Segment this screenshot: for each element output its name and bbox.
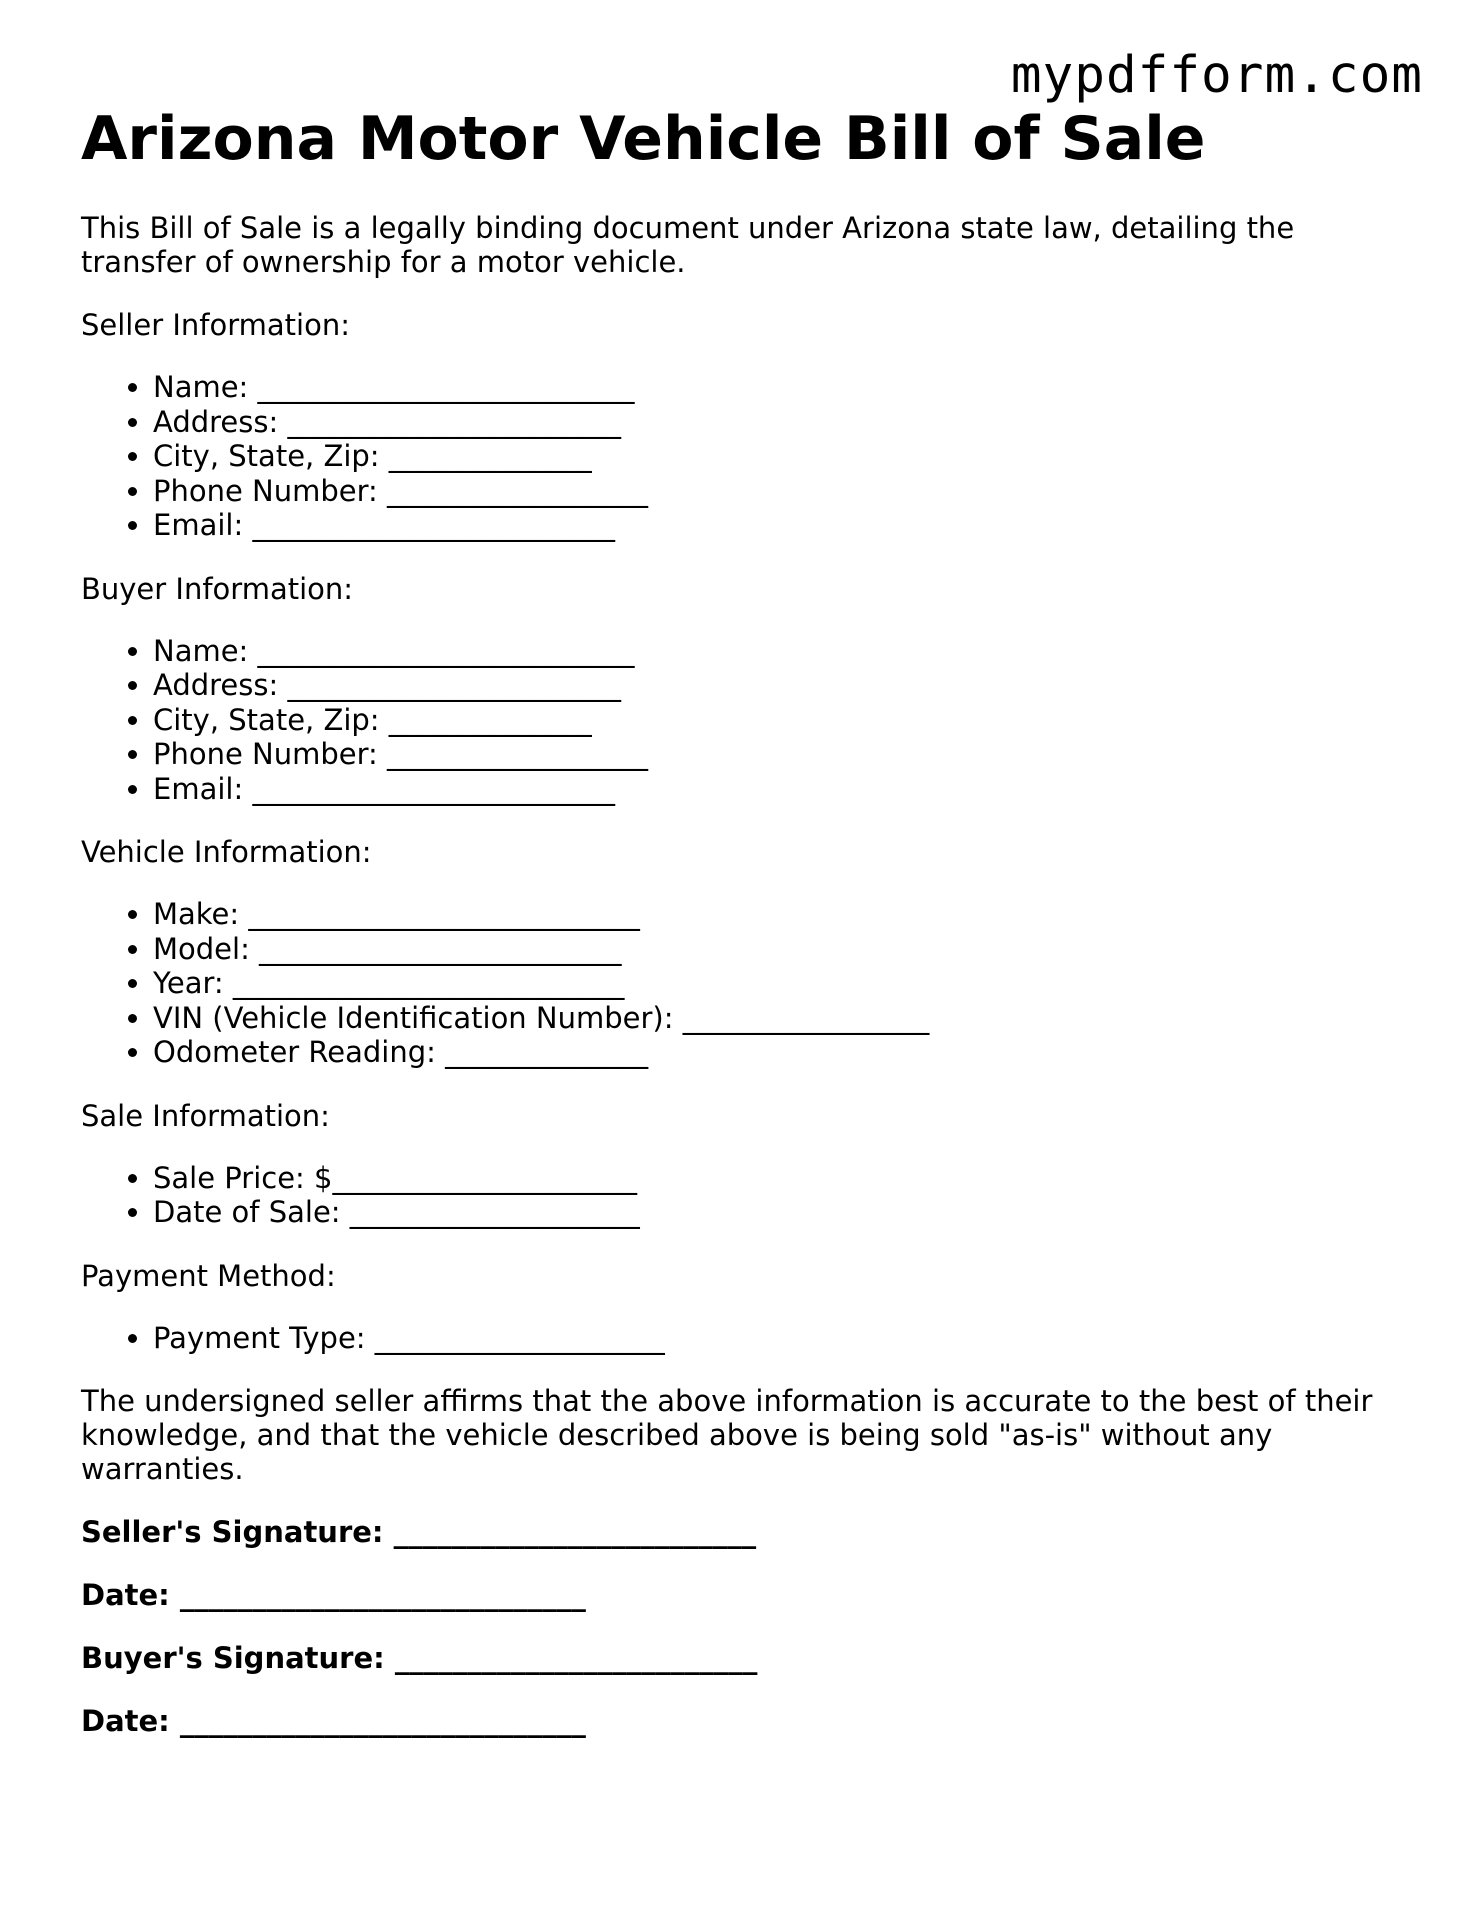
seller-date-field[interactable]: Date: ____________________________ (81, 1578, 586, 1612)
watermark-text: mypdfform.com (1010, 46, 1423, 105)
buyer-section-heading: Buyer Information: (81, 571, 354, 606)
seller-phone-field[interactable]: • Phone Number: __________________ (153, 474, 1411, 509)
seller-address-field[interactable]: • Address: _______________________ (153, 405, 1411, 440)
payment-section-heading: Payment Method: (81, 1258, 336, 1293)
sale-fields-list (81, 1161, 1411, 1230)
intro-paragraph: This Bill of Sale is a legally binding document under Arizona state law, detailing the transfer of ownership for a motor vehicle. (81, 211, 1295, 279)
buyer-signature-field[interactable]: Buyer's Signature: _________________________ (81, 1641, 758, 1675)
sale-date-field[interactable]: • Date of Sale: ____________________ (153, 1195, 1411, 1230)
buyer-address-field[interactable]: • Address: _______________________ (153, 668, 1411, 703)
vehicle-section-heading: Vehicle Information: (81, 835, 372, 869)
vehicle-make-field[interactable]: • Make: ___________________________ (153, 897, 1411, 932)
document-title: Arizona Motor Vehicle Bill of Sale (81, 104, 1206, 174)
sale-price-field[interactable]: • Sale Price: $_____________________ (153, 1161, 1411, 1196)
buyer-fields-list (81, 634, 1411, 807)
payment-type-field[interactable]: • Payment Type: ____________________ (153, 1321, 1411, 1356)
seller-city-state-zip-field[interactable]: • City, State, Zip: ______________ (153, 439, 1411, 474)
buyer-email-field[interactable]: • Email: _________________________ (153, 772, 1411, 807)
buyer-phone-field[interactable]: • Phone Number: __________________ (153, 737, 1411, 772)
seller-signature-field[interactable]: Seller's Signature: _________________________ (81, 1515, 757, 1549)
vehicle-year-field[interactable]: • Year: ___________________________ (153, 966, 1411, 1001)
seller-fields-list (81, 370, 1411, 543)
payment-fields-list (81, 1321, 1411, 1356)
seller-name-field[interactable]: • Name: __________________________ (153, 370, 1411, 405)
bill-of-sale-document (81, 103, 1411, 1738)
buyer-date-field[interactable]: Date: ____________________________ (81, 1704, 586, 1738)
buyer-name-field[interactable]: • Name: __________________________ (153, 634, 1411, 669)
affirmation-paragraph: The undersigned seller affirms that the above information is accurate to the best of their knowledge, and that the vehicle described above is being sold "as-is" without any warranties. (81, 1384, 1373, 1486)
vehicle-vin-field[interactable]: • VIN (Vehicle Identification Number): _________________ (153, 1001, 1411, 1036)
buyer-city-state-zip-field[interactable]: • City, State, Zip: ______________ (153, 703, 1411, 738)
seller-section-heading: Seller Information: (81, 308, 350, 342)
sale-section-heading: Sale Information: (81, 1098, 330, 1133)
vehicle-model-field[interactable]: • Model: _________________________ (153, 932, 1411, 967)
vehicle-fields-list (81, 897, 1411, 1070)
vehicle-odometer-field[interactable]: • Odometer Reading: ______________ (153, 1035, 1411, 1070)
seller-email-field[interactable]: • Email: _________________________ (153, 508, 1411, 543)
